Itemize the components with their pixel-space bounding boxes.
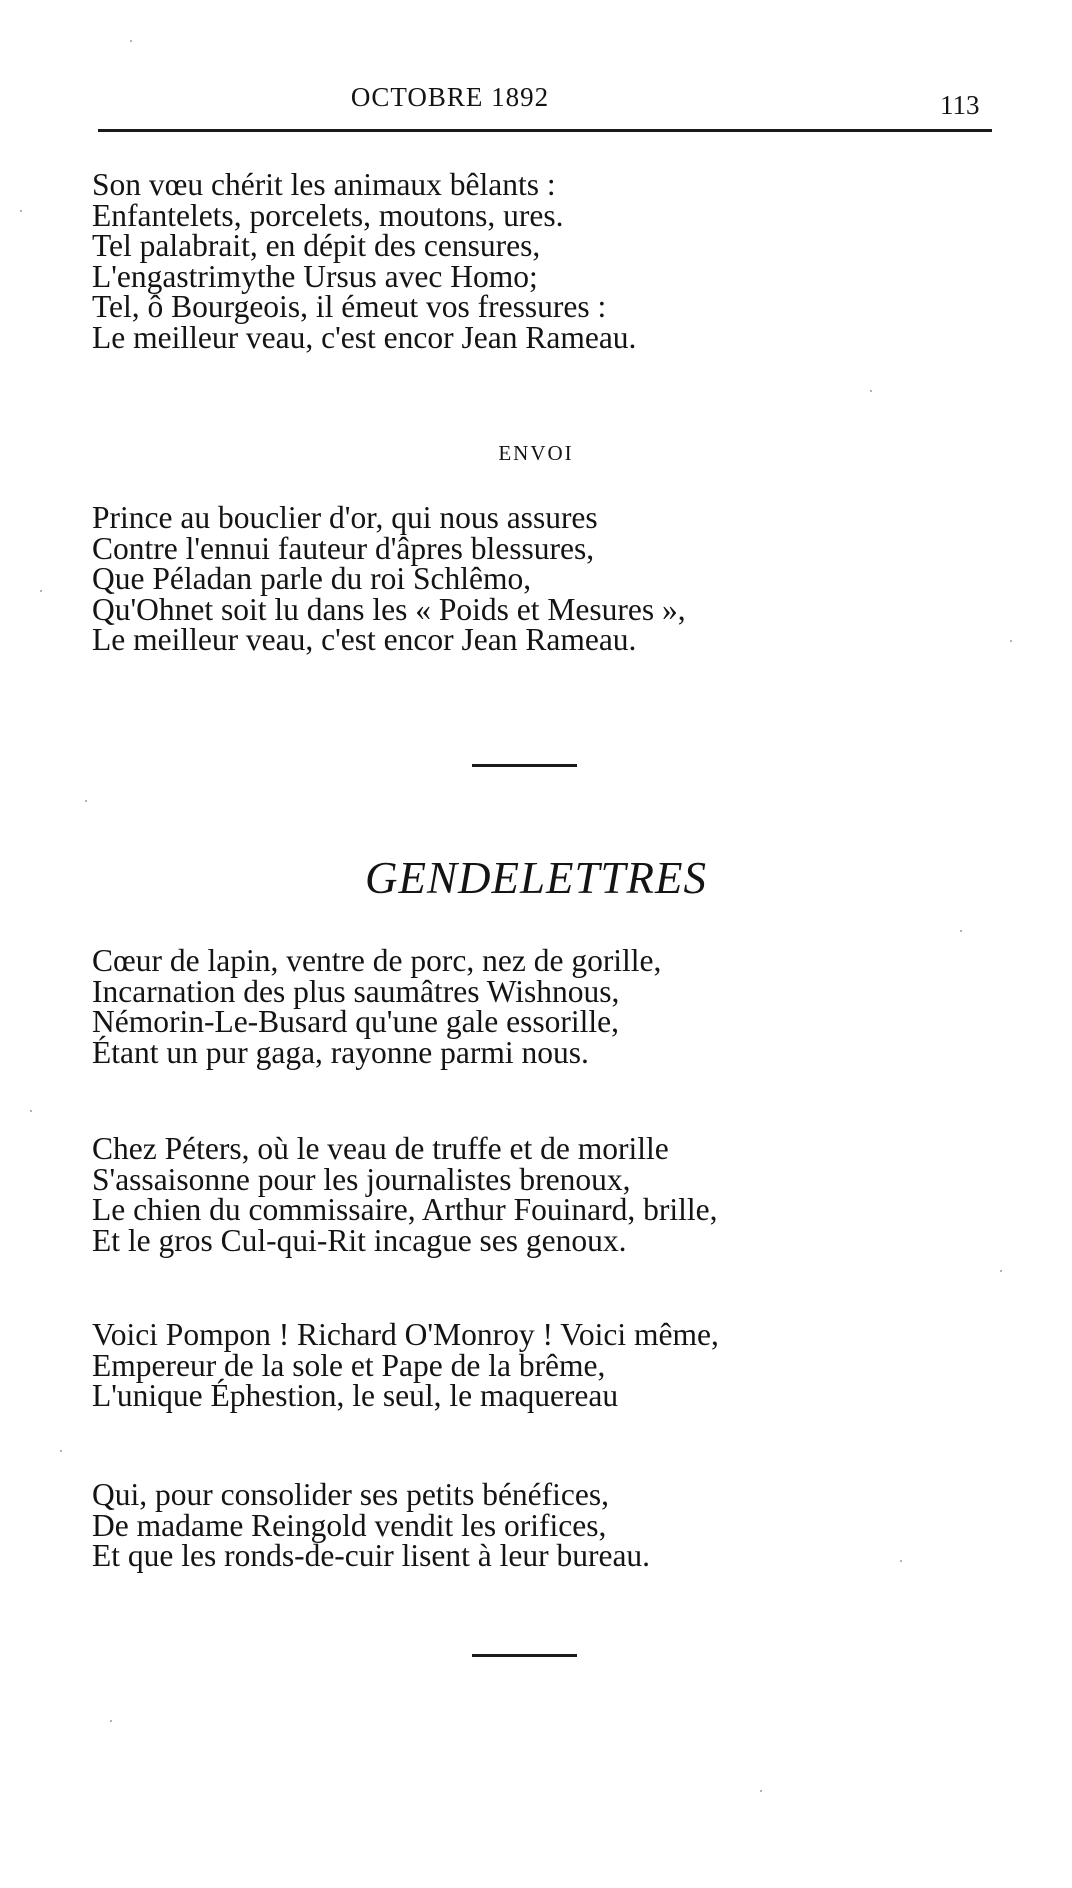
print-speck [900, 1560, 902, 1562]
verse-line: Et que les ronds-de-cuir lisent à leur bureau. [92, 1538, 651, 1573]
print-speck [40, 590, 42, 592]
poem-stanza-3 [92, 1317, 972, 1413]
verse-line: Cœur de lapin, ventre de porc, nez de gorille, [92, 943, 662, 978]
verse-line: Empereur de la sole et Pape de la brême, [92, 1347, 606, 1383]
verse-line: Le meilleur veau, c'est encor Jean Rameau. [92, 622, 637, 657]
section-divider [472, 764, 577, 767]
poem-stanza-2 [92, 1131, 972, 1258]
verse-line: Prince au bouclier d'or, qui nous assures [92, 500, 598, 535]
poem-title: GENDELETTRES [364, 853, 708, 903]
verse-line: Contre l'ennui fauteur d'âpres blessures, [92, 530, 595, 566]
ballade-final-stanza [92, 167, 972, 355]
verse-line: Étant un pur gaga, rayonne parmi nous. [92, 1034, 589, 1070]
verse-line: Incarnation des plus saumâtres Wishnous, [92, 973, 620, 1009]
envoi-stanza [92, 500, 972, 657]
poem-stanza-1 [92, 943, 972, 1070]
print-speck [1010, 640, 1012, 642]
print-speck [960, 930, 962, 932]
verse-line: Que Péladan parle du roi Schlêmo, [92, 561, 532, 596]
verse-line: Et le gros Cul-qui-Rit incague ses genoux. [92, 1222, 627, 1258]
print-speck [20, 210, 22, 212]
envoi-heading: ENVOI [498, 441, 574, 465]
verse-line: Némorin-Le-Busard qu'une gale essorille, [92, 1004, 620, 1039]
verse-line: L'engastrimythe Ursus avec Homo; [92, 258, 538, 294]
print-speck [760, 1790, 762, 1792]
verse-line: Chez Péters, où le veau de truffe et de morille [92, 1131, 669, 1166]
print-speck [1000, 1270, 1002, 1272]
end-divider [472, 1654, 577, 1657]
page-number: 113 [940, 90, 980, 120]
print-speck [110, 1720, 112, 1722]
verse-line: Le chien du commissaire, Arthur Fouinard, brille, [92, 1192, 718, 1227]
verse-line: De madame Reingold vendit les orifices, [92, 1507, 607, 1543]
poem-stanza-4 [92, 1477, 972, 1573]
verse-line: Voici Pompon ! Richard O'Monroy ! Voici même, [92, 1317, 719, 1352]
header-rule [98, 129, 992, 132]
verse-line: Qu'Ohnet soit lu dans les « Poids et Mesures », [92, 591, 686, 627]
print-speck [130, 40, 132, 42]
verse-line: L'unique Éphestion, le seul, le maquereau [92, 1378, 619, 1413]
verse-line: Le meilleur veau, c'est encor Jean Rameau. [92, 319, 637, 355]
print-speck [870, 390, 872, 392]
running-header: OCTOBRE 1892 [350, 82, 550, 112]
verse-line: Tel palabrait, en dépit des censures, [92, 228, 541, 263]
print-speck [60, 1450, 62, 1452]
verse-line: Son vœu chérit les animaux bêlants : [92, 167, 556, 202]
verse-line: Qui, pour consolider ses petits bénéfices, [92, 1477, 609, 1512]
verse-line: Enfantelets, porcelets, moutons, ures. [92, 197, 564, 233]
print-speck [85, 800, 87, 802]
verse-line: S'assaisonne pour les journalistes brenoux, [92, 1161, 631, 1197]
verse-line: Tel, ô Bourgeois, il émeut vos fressures : [92, 289, 607, 324]
print-speck [30, 1110, 32, 1112]
